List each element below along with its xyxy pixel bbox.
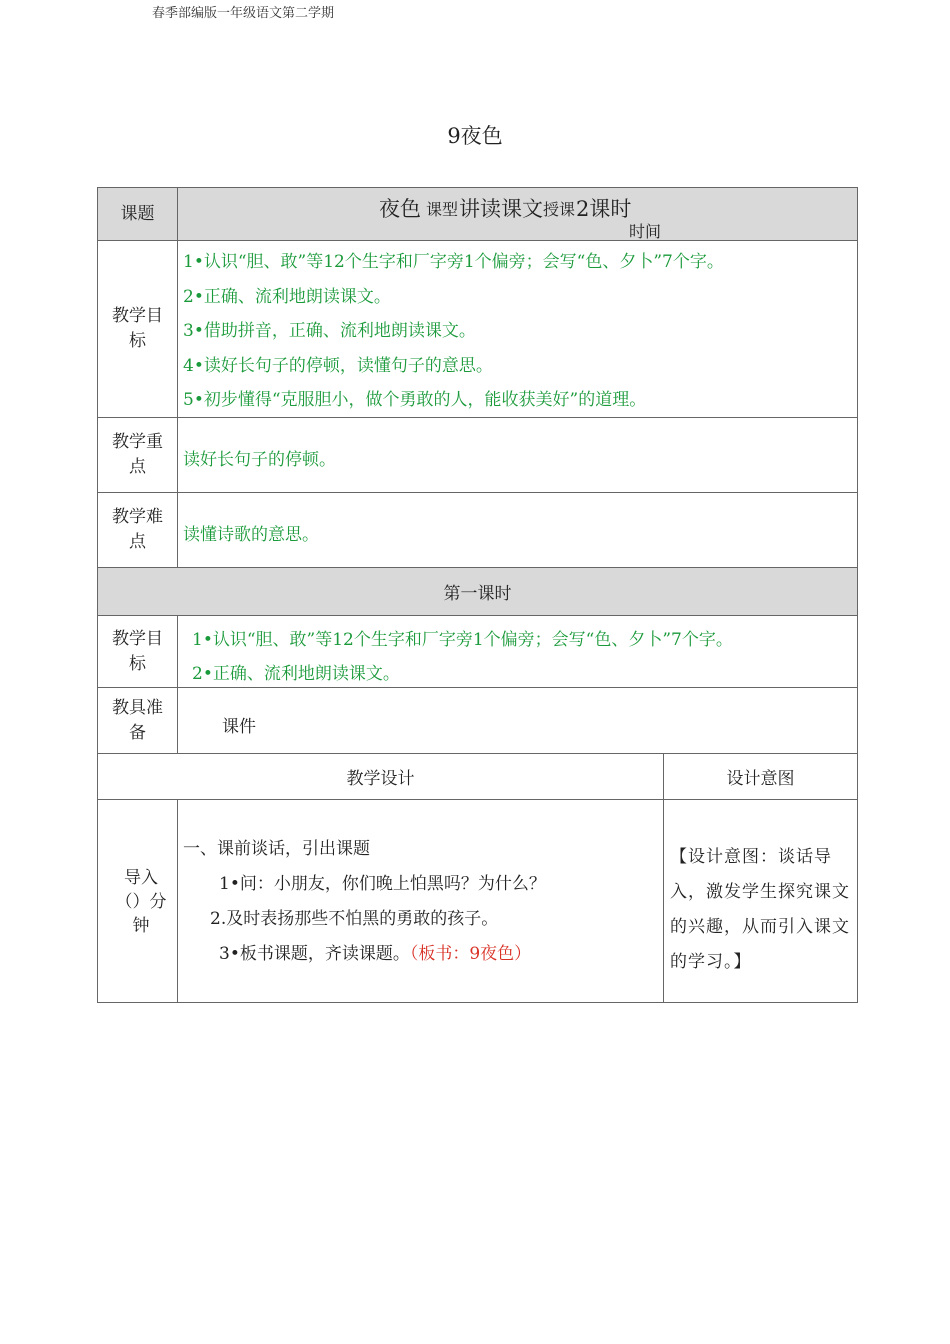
topic-label: 课题	[120, 203, 155, 224]
difficulty-label-cell	[98, 493, 178, 568]
intro-step: 3•板书课题，齐读课题。	[219, 944, 410, 964]
intro-step: 2.及时表扬那些不怕黑的勇敢的孩子。	[210, 909, 499, 929]
materials-label-cell	[98, 688, 178, 754]
intro-label: 导入（）分钟	[115, 868, 167, 936]
topic-info-cell	[178, 188, 858, 241]
intro-step: 1•问：小朋友，你们晚上怕黑吗？为什么？	[219, 874, 546, 894]
time-label-cont: 时间	[629, 222, 662, 241]
difficulty-cell	[178, 493, 858, 568]
lesson-name: 夜色	[379, 197, 421, 221]
lesson-plan-table	[97, 187, 858, 1003]
design-header-cell	[98, 754, 664, 800]
difficulty-text: 读懂诗歌的意思。	[183, 525, 319, 545]
session-objective-item: 2•正确、流利地朗读课文。	[192, 664, 400, 684]
session-objective-item: 1•认识“胆、敢”等12个生字和厂字旁1个偏旁；会写“色、夕卜”7个字。	[192, 630, 733, 650]
page-title: 9夜色	[447, 124, 503, 148]
key-point-text: 读好长句子的停顿。	[183, 450, 336, 470]
intro-content-cell	[178, 800, 664, 1003]
running-header: 春季部编版一年级语文第二学期	[152, 6, 335, 21]
time-label: 授课	[543, 200, 576, 219]
intro-label-cell	[98, 800, 178, 1003]
materials-label: 教具准备	[112, 697, 163, 743]
objective-item: 5•初步懂得“克服胆小，做个勇敢的人，能收获美好”的道理。	[183, 390, 647, 410]
materials-cell	[178, 688, 858, 754]
board-note: （板书：9夜色）	[409, 944, 532, 964]
objective-item: 4•读好长句子的停顿，读懂句子的意思。	[183, 356, 493, 376]
intent-header: 设计意图	[726, 769, 795, 789]
intro-intent-cell	[664, 800, 858, 1003]
session-objectives-label: 教学目标	[112, 628, 163, 674]
key-point-label: 教学重点	[112, 432, 163, 477]
intro-intent: 【设计意图：谈话导入，激发学生探究课文的兴趣，从而引入课文的学习。】	[670, 847, 850, 972]
objectives-cell	[178, 241, 858, 418]
objective-item: 1•认识“胆、敢”等12个生字和厂字旁1个偏旁；会写“色、夕卜”7个字。	[183, 252, 724, 272]
objectives-label-cell	[98, 241, 178, 418]
objectives-label: 教学目标	[112, 306, 163, 351]
difficulty-label: 教学难点	[112, 507, 163, 552]
topic-label-cell	[98, 188, 178, 241]
type-value: 讲读课文	[459, 197, 543, 221]
type-label: 课型	[426, 200, 459, 219]
objective-item: 3•借助拼音，正确、流利地朗读课文。	[183, 321, 476, 341]
session-header-cell	[98, 568, 858, 616]
materials-text: 课件	[222, 717, 256, 737]
intent-header-cell	[664, 754, 858, 800]
session-objectives-cell	[178, 616, 858, 688]
time-value: 2课时	[576, 197, 632, 221]
key-point-cell	[178, 418, 858, 493]
key-point-label-cell	[98, 418, 178, 493]
session-title: 第一课时	[443, 584, 512, 604]
design-header: 教学设计	[346, 769, 415, 789]
intro-heading: 一、课前谈话，引出课题	[183, 839, 370, 859]
objective-item: 2•正确、流利地朗读课文。	[183, 287, 391, 307]
intro-step-with-note	[219, 939, 531, 964]
session-objectives-label-cell	[98, 616, 178, 688]
